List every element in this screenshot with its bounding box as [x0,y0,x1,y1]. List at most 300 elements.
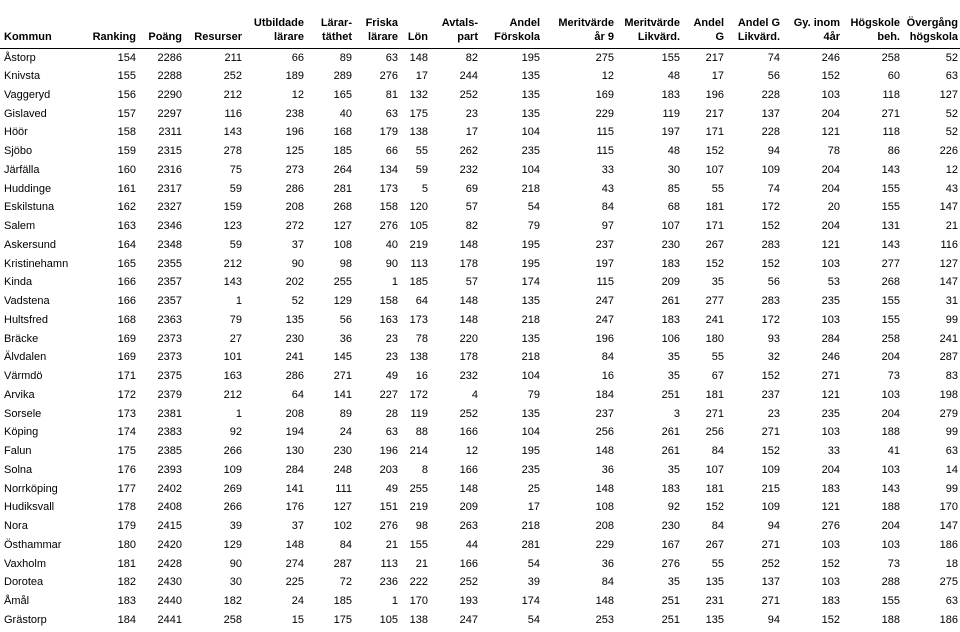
value-cell: 135 [521,407,540,420]
table-row [0,611,960,630]
value-cell: 202 [285,276,304,289]
value-cell: 131 [881,220,900,233]
municipality-cell: Solna [4,463,33,476]
value-cell: 183 [821,482,840,495]
value-cell: 152 [761,370,780,383]
table-row [0,67,960,86]
value-cell: 55 [711,557,724,570]
value-cell: 5 [421,182,428,195]
value-cell: 81 [385,88,398,101]
value-cell: 148 [459,238,478,251]
value-cell: 172 [409,388,428,401]
value-cell: 225 [285,576,304,589]
table-row [0,236,960,255]
value-cell: 165 [117,257,136,270]
value-cell: 252 [459,88,478,101]
table-row [0,536,960,555]
value-cell: 79 [527,388,540,401]
value-cell: 48 [667,70,680,83]
value-cell: 30 [229,576,242,589]
municipality-cell: Hudiksvall [4,501,55,514]
value-cell: 64 [291,388,304,401]
value-cell: 208 [285,407,304,420]
value-cell: 176 [285,501,304,514]
value-cell: 148 [400,48,430,67]
value-cell: 109 [761,463,780,476]
value-cell: 39 [229,520,242,533]
value-cell: 281 [521,538,540,551]
value-cell: 175 [333,613,352,626]
value-cell: 2393 [157,463,182,476]
value-cell: 119 [410,407,428,420]
value-cell: 109 [761,501,780,514]
column-header-line2: beh. [877,30,900,43]
value-cell: 12 [601,70,614,83]
value-cell: 2315 [157,145,182,158]
value-cell: 35 [667,370,680,383]
value-cell: 273 [285,163,304,176]
value-cell: 247 [595,313,614,326]
value-cell: 237 [761,388,780,401]
municipality-cell: Knivsta [4,70,41,83]
value-cell: 103 [881,538,900,551]
value-cell: 252 [761,557,780,570]
value-cell: 204 [821,163,840,176]
value-cell: 72 [339,576,352,589]
value-cell: 89 [339,407,352,420]
value-cell: 255 [333,276,352,289]
value-cell: 135 [285,313,304,326]
value-cell: 204 [881,407,900,420]
municipality-cell: Vaxholm [4,557,46,570]
value-cell: 195 [521,238,540,251]
column-header-line1: Lärar- [320,16,352,29]
value-cell: 182 [223,595,242,608]
value-cell: 152 [761,257,780,270]
value-cell: 43 [945,182,958,195]
value-cell: 35 [667,463,680,476]
column-header-line1: Meritvärde [558,16,614,29]
value-cell: 2375 [157,370,182,383]
value-cell: 148 [459,482,478,495]
value-cell: 56 [767,276,780,289]
value-cell: 230 [661,520,680,533]
value-cell: 215 [761,482,780,495]
value-cell: 196 [379,445,398,458]
value-cell: 241 [939,332,958,345]
column-header-line2: G [715,30,724,43]
value-cell: 238 [285,107,304,120]
municipality-cell: Gislaved [4,107,47,120]
value-cell: 115 [596,126,614,139]
value-cell: 16 [601,370,614,383]
value-cell: 2379 [157,388,182,401]
value-cell: 119 [662,107,680,120]
value-cell: 143 [223,276,242,289]
value-cell: 230 [285,332,304,345]
value-cell: 232 [459,163,478,176]
value-cell: 163 [379,313,398,326]
municipality-cell: Åmål [4,595,30,608]
table-row [0,367,960,386]
value-cell: 258 [223,613,242,626]
value-cell: 130 [285,445,304,458]
value-cell: 198 [939,388,958,401]
value-cell: 90 [291,257,304,270]
value-cell: 263 [459,520,478,533]
value-cell: 99 [945,313,958,326]
value-cell: 235 [521,145,540,158]
value-cell: 247 [459,613,478,626]
column-header [782,0,842,48]
value-cell: 155 [117,70,136,83]
value-cell: 52 [945,107,958,120]
value-cell: 256 [595,426,614,439]
value-cell: 103 [821,538,840,551]
municipality-cell: Östhammar [4,538,62,551]
column-header [244,0,306,48]
value-cell: 271 [705,407,724,420]
value-cell: 53 [827,276,840,289]
value-cell: 171 [117,370,136,383]
value-cell: 148 [595,482,614,495]
municipality-cell: Höör [4,126,28,139]
value-cell: 12 [945,163,958,176]
value-cell: 79 [229,313,242,326]
value-cell: 12 [465,445,478,458]
value-cell: 171 [705,126,724,139]
column-header-line2: Kommun [4,30,52,43]
value-cell: 88 [415,426,428,439]
table-row [0,573,960,592]
value-cell: 113 [410,257,428,270]
value-cell: 39 [527,576,540,589]
municipality-cell: Hultsfred [4,313,49,326]
value-cell: 276 [379,220,398,233]
value-cell: 2357 [157,295,182,308]
value-cell: 135 [521,88,540,101]
value-cell: 27 [229,332,242,345]
value-cell: 86 [887,145,900,158]
value-cell: 129 [333,295,352,308]
value-cell: 229 [595,107,614,120]
column-header-line2: år 9 [594,30,614,43]
value-cell: 271 [821,370,840,383]
value-cell: 21 [385,538,398,551]
value-cell: 156 [117,88,136,101]
value-cell: 135 [705,576,724,589]
table-row [0,273,960,292]
column-header [138,0,184,48]
table-header [0,0,960,48]
value-cell: 236 [379,576,398,589]
table-row [0,161,960,180]
value-cell: 2373 [157,332,182,345]
value-cell: 155 [881,201,900,214]
value-cell: 21 [945,220,958,233]
value-cell: 2286 [138,48,184,67]
value-cell: 208 [285,201,304,214]
table-row [0,86,960,105]
value-cell: 214 [409,445,428,458]
column-header-line1: Andel [509,16,540,29]
value-cell: 116 [940,238,958,251]
value-cell: 17 [711,70,724,83]
value-cell: 17 [415,70,428,83]
value-cell: 143 [881,238,900,251]
value-cell: 189 [285,70,304,83]
value-cell: 237 [595,238,614,251]
value-cell: 103 [881,388,900,401]
municipality-cell: Kinda [4,276,33,289]
value-cell: 84 [601,351,614,364]
column-header-line1: Andel [693,16,724,29]
municipality-cell: Huddinge [4,182,52,195]
municipality-cell: Askersund [4,238,56,251]
municipality-cell: Salem [4,220,36,233]
value-cell: 256 [705,426,724,439]
column-header-line1: Andel G [737,16,780,29]
value-cell: 4 [471,388,478,401]
municipality-cell: Vaggeryd [4,88,51,101]
value-cell: 160 [117,163,136,176]
value-cell: 52 [291,295,304,308]
value-cell: 99 [945,482,958,495]
value-cell: 43 [601,182,614,195]
value-cell: 94 [767,520,780,533]
value-cell: 266 [223,501,242,514]
value-cell: 154 [84,48,138,67]
value-cell: 2381 [157,407,182,420]
column-header-line2: Likvärd. [737,30,780,43]
value-cell: 241 [285,351,304,364]
value-cell: 169 [117,351,136,364]
value-cell: 16 [415,370,428,383]
value-cell: 283 [761,295,780,308]
value-cell: 143 [881,163,900,176]
value-cell: 21 [415,557,428,570]
table-row [0,517,960,536]
value-cell: 262 [459,145,478,158]
value-cell: 135 [521,295,540,308]
value-cell: 237 [595,407,614,420]
value-cell: 103 [821,576,840,589]
column-header-line1: Avtals- [441,16,478,29]
value-cell: 175 [117,445,136,458]
table-row [0,48,960,67]
value-cell: 272 [285,220,304,233]
value-cell: 73 [887,557,900,570]
value-cell: 148 [285,538,304,551]
column-header-line1: Meritvärde [624,16,680,29]
value-cell: 2290 [157,88,182,101]
value-cell: 193 [459,595,478,608]
value-cell: 218 [521,182,540,195]
column-header-line2: Resurser [194,30,242,43]
value-cell: 127 [939,257,958,270]
value-cell: 141 [333,388,352,401]
value-cell: 41 [887,445,900,458]
value-cell: 248 [333,463,352,476]
value-cell: 104 [521,163,540,176]
value-cell: 204 [881,351,900,364]
value-cell: 135 [705,613,724,626]
value-cell: 24 [291,595,304,608]
value-cell: 104 [521,426,540,439]
value-cell: 35 [667,351,680,364]
value-cell: 218 [521,313,540,326]
value-cell: 84 [339,538,352,551]
value-cell: 204 [821,182,840,195]
column-header-line1: Övergång [906,16,958,29]
value-cell: 197 [661,126,680,139]
value-cell: 152 [821,557,840,570]
value-cell: 127 [333,501,352,514]
value-cell: 182 [117,576,136,589]
value-cell: 170 [939,501,958,514]
value-cell: 155 [616,48,682,67]
table-row [0,423,960,442]
value-cell: 99 [945,426,958,439]
value-cell: 258 [881,332,900,345]
value-cell: 181 [705,482,724,495]
value-cell: 204 [881,520,900,533]
value-cell: 289 [333,70,352,83]
municipality-cell: Dorotea [4,576,44,589]
value-cell: 31 [945,295,958,308]
table-row [0,123,960,142]
value-cell: 212 [223,88,242,101]
value-cell: 188 [881,613,900,626]
column-header-line1: Gy. inom [793,16,840,29]
value-cell: 49 [385,370,398,383]
value-cell: 125 [285,145,304,158]
value-cell: 103 [821,426,840,439]
value-cell: 93 [767,332,780,345]
value-cell: 75 [229,163,242,176]
value-cell: 276 [661,557,680,570]
value-cell: 123 [223,220,242,233]
value-cell: 195 [521,445,540,458]
value-cell: 66 [244,48,306,67]
column-header-line2: Förskola [494,30,540,43]
value-cell: 2311 [158,126,182,139]
value-cell: 267 [705,538,724,551]
value-cell: 105 [379,613,398,626]
value-cell: 121 [821,388,840,401]
value-cell: 159 [117,145,136,158]
value-cell: 235 [821,295,840,308]
value-cell: 17 [527,501,540,514]
value-cell: 23 [385,351,398,364]
value-cell: 2348 [157,238,182,251]
value-cell: 59 [415,163,428,176]
value-cell: 82 [465,220,478,233]
value-cell: 181 [705,201,724,214]
value-cell: 219 [409,501,428,514]
value-cell: 103 [821,257,840,270]
value-cell: 2441 [157,613,182,626]
column-header [0,0,84,48]
value-cell: 90 [385,257,398,270]
value-cell: 2415 [157,520,182,533]
value-cell: 24 [339,426,352,439]
column-header [616,0,682,48]
column-header-line2: 4år [823,30,840,43]
value-cell: 284 [821,332,840,345]
value-cell: 288 [881,576,900,589]
value-cell: 284 [285,463,304,476]
table-row [0,461,960,480]
value-cell: 56 [767,70,780,83]
value-cell: 137 [761,107,780,120]
value-cell: 166 [459,463,478,476]
value-cell: 231 [705,595,724,608]
value-cell: 148 [459,313,478,326]
value-cell: 2428 [157,557,182,570]
value-cell: 172 [761,201,780,214]
value-cell: 235 [521,463,540,476]
value-cell: 127 [333,220,352,233]
value-cell: 163 [117,220,136,233]
value-cell: 211 [184,48,244,67]
value-cell: 178 [459,351,478,364]
value-cell: 181 [117,557,136,570]
value-cell: 2317 [157,182,182,195]
value-cell: 2402 [157,482,182,495]
value-cell: 166 [117,295,136,308]
value-cell: 63 [385,107,398,120]
value-cell: 194 [285,426,304,439]
value-cell: 138 [409,126,428,139]
value-cell: 165 [333,88,352,101]
value-cell: 180 [705,332,724,345]
table-row [0,348,960,367]
table-row [0,442,960,461]
value-cell: 195 [521,257,540,270]
table-row [0,179,960,198]
value-cell: 246 [821,351,840,364]
value-cell: 109 [223,463,242,476]
value-cell: 148 [595,445,614,458]
value-cell: 166 [117,276,136,289]
value-cell: 54 [527,613,540,626]
value-cell: 158 [379,295,398,308]
value-cell: 278 [223,145,242,158]
column-header-line1: Utbildade [253,16,304,29]
value-cell: 63 [354,48,400,67]
value-cell: 266 [223,445,242,458]
value-cell: 23 [385,332,398,345]
value-cell: 104 [521,370,540,383]
value-cell: 148 [595,595,614,608]
value-cell: 135 [521,107,540,120]
value-cell: 2383 [157,426,182,439]
table-row [0,254,960,273]
value-cell: 183 [821,595,840,608]
value-cell: 168 [117,313,136,326]
value-cell: 168 [333,126,352,139]
municipality-cell: Järfälla [4,163,40,176]
municipality-cell: Eskilstuna [4,201,55,214]
value-cell: 212 [223,257,242,270]
value-cell: 37 [291,238,304,251]
value-cell: 152 [705,257,724,270]
value-cell: 184 [117,613,136,626]
value-cell: 94 [767,613,780,626]
value-cell: 220 [459,332,478,345]
value-cell: 89 [306,48,354,67]
